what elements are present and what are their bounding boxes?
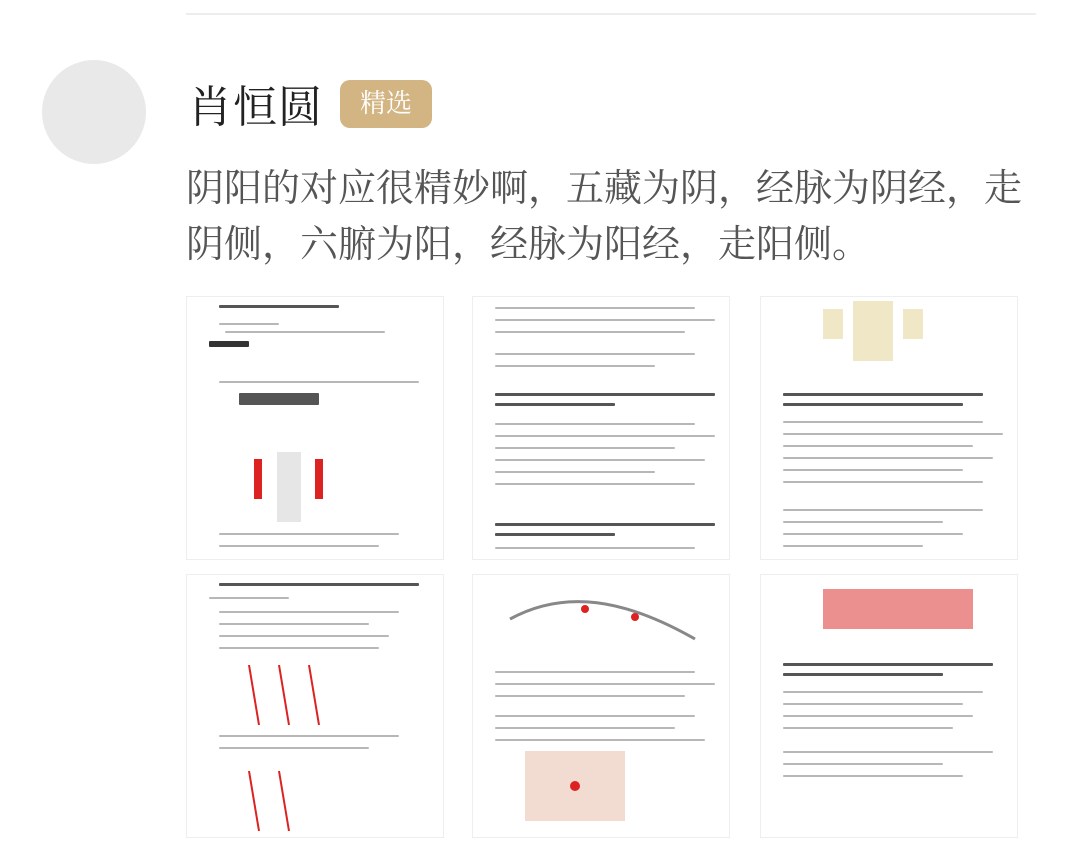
thumbnail-5[interactable]: [472, 574, 730, 838]
thumbnail-3[interactable]: [760, 296, 1018, 560]
muscle-diagram-icon: [793, 579, 993, 649]
thumbnail-2[interactable]: [472, 296, 730, 560]
arm-meridian-icon: [239, 665, 359, 725]
thumbnail-4[interactable]: [186, 574, 444, 838]
skeleton-icon: [813, 301, 933, 361]
hand-diagram-icon: [505, 579, 705, 649]
user-avatar[interactable]: [42, 60, 146, 164]
comment-text: 阴阳的对应很精妙啊，五藏为阴，经脉为阴经，走阴侧，六腑为阳，经脉为阳经，走阳侧。: [186, 166, 1023, 266]
thumbnail-1[interactable]: [186, 296, 444, 560]
featured-badge: 精选: [340, 80, 432, 128]
image-grid: [186, 296, 1016, 836]
username[interactable]: 肖恒圆: [188, 82, 323, 133]
arm-skeleton-icon: [249, 447, 329, 527]
top-divider: [186, 13, 1036, 15]
forearm-photo: [525, 751, 625, 821]
thumbnail-6[interactable]: [760, 574, 1018, 838]
